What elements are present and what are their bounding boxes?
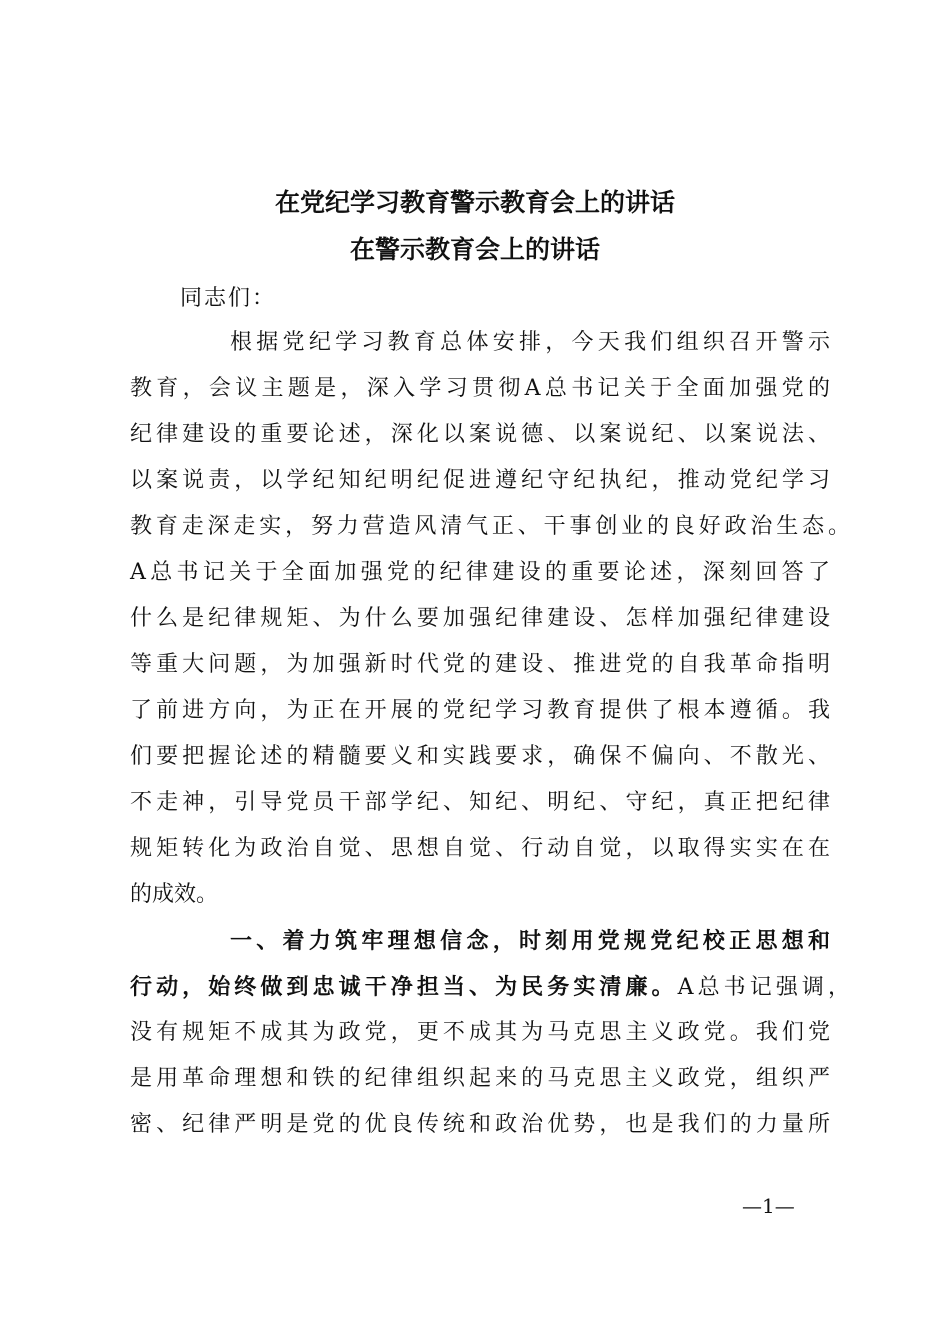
paragraph-1-line-2: 教育，会议主题是，深入学习贯彻A总书记关于全面加强党的	[130, 376, 830, 401]
paragraph-1-line-6: A总书记关于全面加强党的纪律建设的重要论述，深刻回答了	[130, 560, 830, 585]
paragraph-1-line-12: 规矩转化为政治自觉、思想自觉、行动自觉，以取得实实在在	[130, 836, 830, 861]
paragraph-1-line-10: 们要把握论述的精髓要义和实践要求，确保不偏向、不散光、	[130, 744, 830, 769]
paragraph-1-line-8: 等重大问题，为加强新时代党的建设、推进党的自我革命指明	[130, 652, 830, 677]
section-1-heading-bold: 行动，始终做到忠诚干净担当、为民务实清廉。	[130, 974, 678, 1000]
document-subtitle: 在警示教育会上的讲话	[349, 235, 600, 264]
section-1-heading-continuation: A总书记强调，	[677, 975, 850, 1000]
section-1-body-line-1: 没有规矩不成其为政党，更不成其为马克思主义政党。我们党	[130, 1020, 830, 1045]
paragraph-1-line-11: 不走神，引导党员干部学纪、知纪、明纪、守纪，真正把纪律	[130, 790, 830, 815]
section-1-body-line-3: 密、纪律严明是党的优良传统和政治优势，也是我们的力量所	[130, 1112, 830, 1137]
section-1-heading-line-1: 一、着力筑牢理想信念，时刻用党规党纪校正思想和	[230, 928, 830, 954]
page-number: —1—	[742, 1194, 795, 1218]
document-title: 在党纪学习教育警示教育会上的讲话	[274, 188, 675, 217]
paragraph-1-line-4: 以案说责，以学纪知纪明纪促进遵纪守纪执纪，推动党纪学习	[130, 468, 830, 493]
paragraph-1-line-3: 纪律建设的重要论述，深化以案说德、以案说纪、以案说法、	[130, 422, 830, 447]
section-1-body-line-2: 是用革命理想和铁的纪律组织起来的马克思主义政党，组织严	[130, 1066, 830, 1091]
greeting: 同志们：	[180, 286, 277, 311]
paragraph-1-line-13: 的成效。	[130, 882, 219, 907]
paragraph-1-line-7: 什么是纪律规矩、为什么要加强纪律建设、怎样加强纪律建设	[130, 606, 830, 631]
paragraph-1-line-5: 教育走深走实，努力营造风清气正、干事创业的良好政治生态。	[130, 514, 850, 539]
section-1-heading-line-2	[130, 971, 850, 1004]
paragraph-1-line-9: 了前进方向，为正在开展的党纪学习教育提供了根本遵循。我	[130, 698, 830, 723]
paragraph-1-line-1: 根据党纪学习教育总体安排，今天我们组织召开警示	[230, 330, 830, 355]
